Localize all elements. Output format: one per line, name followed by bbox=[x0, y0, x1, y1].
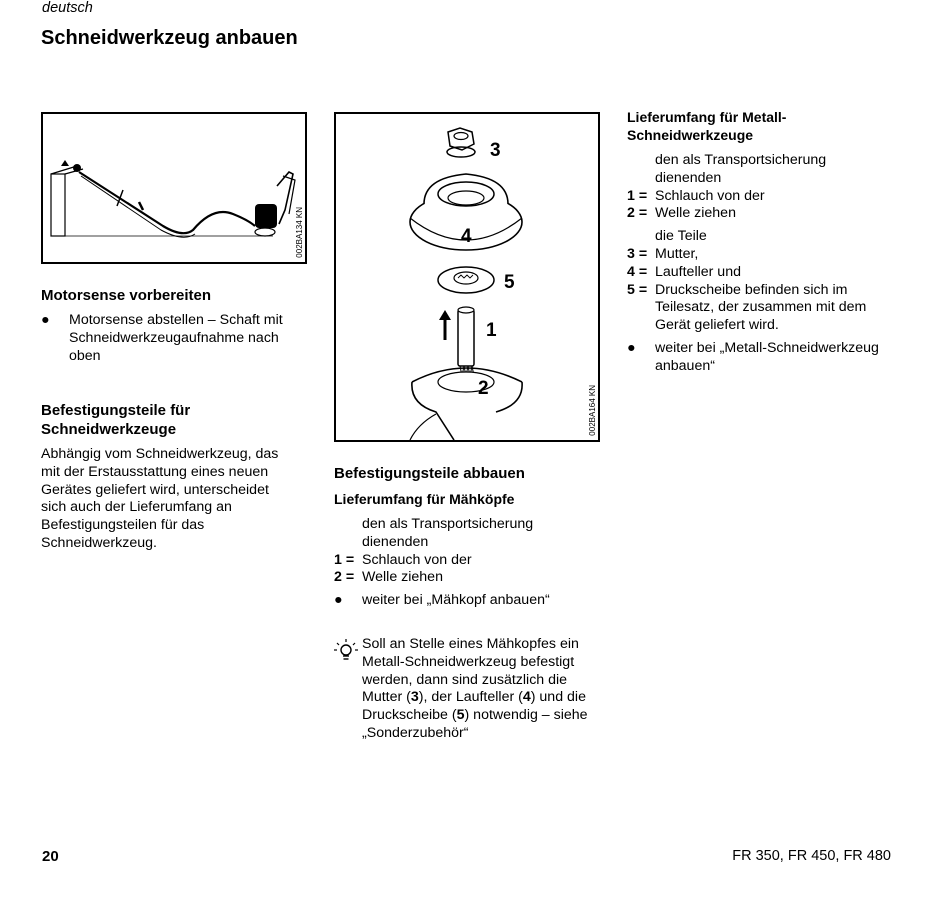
item-text: Laufteller und bbox=[655, 263, 741, 280]
list-item bbox=[627, 246, 917, 264]
pressure-disc-part bbox=[438, 267, 494, 293]
subheading-maehkoepfe: Lieferumfang für Mähköpfe bbox=[334, 491, 515, 507]
note-text: Mutter ( bbox=[362, 689, 411, 706]
item-text: Welle ziehen bbox=[362, 569, 443, 586]
item-number: 1 = bbox=[334, 551, 355, 568]
mid-line: die Teile bbox=[655, 228, 707, 245]
bullet-item bbox=[627, 340, 917, 376]
nut-part bbox=[447, 128, 475, 157]
item-number: 2 = bbox=[627, 205, 648, 222]
note-text: ), der Laufteller ( bbox=[418, 689, 523, 706]
list-metall bbox=[627, 152, 917, 376]
label-4: 4 bbox=[461, 226, 472, 247]
paragraph-line: mit der Erstausstattung eines neuen bbox=[41, 463, 269, 480]
item-text: Welle ziehen bbox=[655, 205, 736, 222]
list-maehkoepfe bbox=[334, 516, 604, 610]
item-text: Schlauch von der bbox=[655, 187, 765, 204]
note-line: werden, dann sind zusätzlich die bbox=[362, 671, 568, 688]
list-item bbox=[334, 552, 604, 570]
mounting-parts-figure bbox=[334, 112, 600, 442]
item-number: 2 = bbox=[334, 569, 355, 586]
figure-code: 002BA164 KN bbox=[588, 385, 597, 436]
label-1: 1 bbox=[486, 320, 497, 341]
shaft-part bbox=[458, 307, 474, 376]
language-label: deutsch bbox=[42, 0, 93, 16]
note-line: Metall-Schneidwerkzeug befestigt bbox=[362, 653, 575, 670]
note-text: ) notwendig – siehe bbox=[464, 707, 588, 724]
bullet-dot-icon: ● bbox=[334, 592, 343, 609]
continuation-line: Gerät geliefert wird. bbox=[655, 317, 779, 334]
paragraph-line: Gerätes geliefert wird, unterscheidet bbox=[41, 481, 269, 498]
item-number: 3 = bbox=[627, 245, 648, 262]
section-heading-abbauen: Befestigungsteile abbauen bbox=[334, 465, 525, 482]
item-text: Druckscheibe befinden sich im bbox=[655, 281, 848, 298]
figure-code: 002BA134 KN bbox=[295, 207, 304, 258]
item-number: 5 = bbox=[627, 281, 648, 298]
bullet-item bbox=[334, 592, 604, 610]
gear-head-part bbox=[410, 368, 522, 440]
intro-line: den als Transportsicherung bbox=[655, 152, 827, 168]
page-title: Schneidwerkzeug anbauen bbox=[41, 27, 298, 49]
note-line bbox=[362, 689, 614, 707]
intro-line: dienenden bbox=[362, 533, 429, 550]
paragraph-line: sich auch der Lieferumfang an bbox=[41, 499, 232, 516]
note-text: ) und die bbox=[530, 689, 586, 706]
intro-line: dienenden bbox=[655, 169, 722, 186]
brushcutter-illustration bbox=[43, 114, 305, 262]
list-item bbox=[334, 569, 604, 587]
section-heading-motorsense: Motorsense vorbereiten bbox=[41, 287, 212, 304]
bullet-text: weiter bei „Mähkopf anbauen“ bbox=[362, 592, 550, 609]
list-item bbox=[627, 205, 917, 223]
intro-line: den als Transportsicherung bbox=[362, 516, 534, 532]
heading-line: Schneidwerkzeuge bbox=[41, 421, 177, 438]
bullet-item bbox=[41, 312, 311, 365]
bullet-dot-icon: ● bbox=[627, 339, 636, 356]
note-block bbox=[334, 636, 614, 743]
paragraph-line: Abhängig vom Schneidwerkzeug, das bbox=[41, 446, 279, 462]
list-item bbox=[627, 264, 917, 282]
note-line: „Sonderzubehör“ bbox=[362, 724, 469, 741]
heading-line: Befestigungsteile für bbox=[41, 402, 191, 419]
label-5: 5 bbox=[504, 272, 515, 293]
bullet-line: weiter bei „Metall-Schneidwerkzeug bbox=[655, 339, 879, 356]
paragraph-line: Befestigungsteilen für das bbox=[41, 517, 205, 534]
item-number: 1 = bbox=[627, 187, 648, 204]
mounting-parts-illustration bbox=[336, 114, 598, 440]
page-number: 20 bbox=[42, 848, 59, 865]
note-text: Druckscheibe ( bbox=[362, 707, 457, 724]
list-item bbox=[627, 282, 917, 300]
brushcutter-figure bbox=[41, 112, 307, 264]
section-heading-befestigungsteile bbox=[41, 401, 190, 439]
lightbulb-icon bbox=[334, 638, 358, 664]
heading-line: Lieferumfang für Metall- bbox=[627, 109, 787, 125]
continuation-line: Teilesatz, der zusammen mit dem bbox=[655, 299, 867, 316]
note-ref: 4 bbox=[522, 689, 531, 706]
note-ref: 5 bbox=[456, 707, 465, 724]
subheading-metall bbox=[627, 108, 786, 144]
item-number: 4 = bbox=[627, 263, 648, 280]
note-ref: 3 bbox=[410, 689, 419, 706]
paragraph-line: Schneidwerkzeug. bbox=[41, 534, 157, 551]
up-arrow-icon bbox=[439, 310, 451, 340]
bullet-line: oben bbox=[69, 347, 101, 364]
note-line bbox=[362, 707, 614, 725]
bullet-dot-icon: ● bbox=[41, 312, 50, 328]
bullet-line: anbauen“ bbox=[655, 357, 715, 374]
label-2: 2 bbox=[478, 378, 489, 399]
model-list: FR 350, FR 450, FR 480 bbox=[732, 848, 891, 864]
heading-line: Schneidwerkzeuge bbox=[627, 127, 754, 143]
bullet-line: Motorsense abstellen – Schaft mit bbox=[69, 312, 283, 328]
paragraph-befestigungsteile bbox=[41, 446, 311, 553]
bullet-line: Schneidwerkzeugaufnahme nach bbox=[69, 329, 279, 346]
item-text: Schlauch von der bbox=[362, 551, 472, 568]
list-item bbox=[627, 188, 917, 206]
label-3: 3 bbox=[490, 140, 501, 161]
item-text: Mutter, bbox=[655, 245, 699, 262]
note-line: Soll an Stelle eines Mähkopfes ein bbox=[362, 636, 579, 652]
